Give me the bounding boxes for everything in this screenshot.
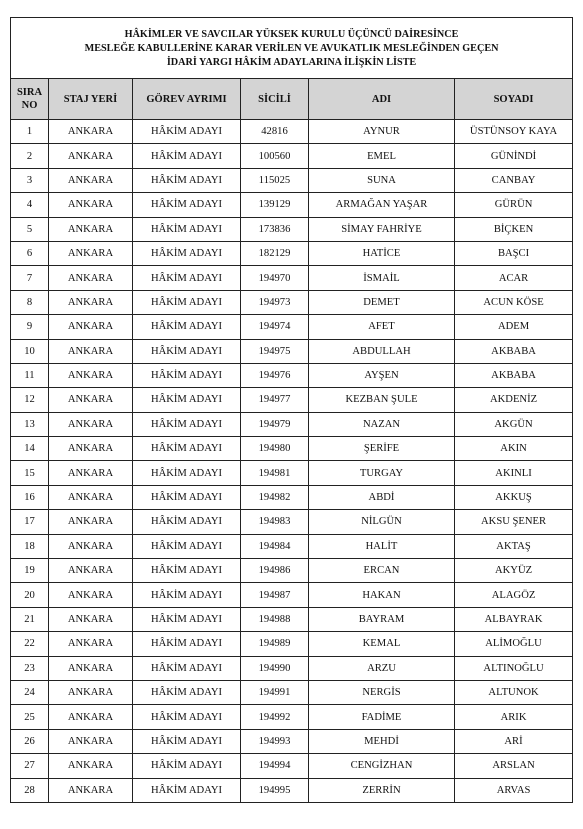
cell-sira-no: 16 (11, 485, 49, 509)
cell-sicili: 194995 (241, 778, 309, 802)
cell-gorev-ayrimi: HÂKİM ADAYI (133, 607, 241, 631)
cell-sira-no: 17 (11, 510, 49, 534)
cell-soyadi: ALTINOĞLU (455, 656, 573, 680)
cell-gorev-ayrimi: HÂKİM ADAYI (133, 144, 241, 168)
table-row (11, 144, 573, 168)
cell-sira-no: 7 (11, 266, 49, 290)
cell-adi: ŞERİFE (309, 437, 455, 461)
cell-sicili: 194989 (241, 632, 309, 656)
table-row (11, 680, 573, 704)
cell-sicili: 194981 (241, 461, 309, 485)
cell-staj-yeri: ANKARA (49, 144, 133, 168)
table-row (11, 559, 573, 583)
cell-staj-yeri: ANKARA (49, 437, 133, 461)
cell-sira-no: 3 (11, 168, 49, 192)
table-row (11, 632, 573, 656)
table-row (11, 388, 573, 412)
cell-gorev-ayrimi: HÂKİM ADAYI (133, 656, 241, 680)
cell-soyadi: ALBAYRAK (455, 607, 573, 631)
cell-adi: ERCAN (309, 559, 455, 583)
cell-sira-no: 26 (11, 729, 49, 753)
cell-gorev-ayrimi: HÂKİM ADAYI (133, 437, 241, 461)
table-row (11, 705, 573, 729)
cell-staj-yeri: ANKARA (49, 168, 133, 192)
cell-staj-yeri: ANKARA (49, 315, 133, 339)
column-header-adi: ADI (309, 79, 455, 120)
cell-staj-yeri: ANKARA (49, 266, 133, 290)
cell-sira-no: 6 (11, 241, 49, 265)
cell-staj-yeri: ANKARA (49, 120, 133, 144)
cell-soyadi: ARIK (455, 705, 573, 729)
cell-gorev-ayrimi: HÂKİM ADAYI (133, 632, 241, 656)
table-row (11, 485, 573, 509)
cell-sira-no: 9 (11, 315, 49, 339)
table-row (11, 315, 573, 339)
cell-sicili: 100560 (241, 144, 309, 168)
table-row (11, 754, 573, 778)
cell-gorev-ayrimi: HÂKİM ADAYI (133, 754, 241, 778)
cell-soyadi: ALTUNOK (455, 680, 573, 704)
cell-gorev-ayrimi: HÂKİM ADAYI (133, 583, 241, 607)
cell-adi: NAZAN (309, 412, 455, 436)
cell-sicili: 194991 (241, 680, 309, 704)
cell-sira-no: 25 (11, 705, 49, 729)
cell-soyadi: AKIN (455, 437, 573, 461)
document-sheet (10, 17, 572, 803)
cell-sira-no: 10 (11, 339, 49, 363)
cell-gorev-ayrimi: HÂKİM ADAYI (133, 193, 241, 217)
cell-sicili: 173836 (241, 217, 309, 241)
cell-soyadi: ACUN KÖSE (455, 290, 573, 314)
cell-sira-no: 28 (11, 778, 49, 802)
cell-sicili: 194973 (241, 290, 309, 314)
cell-sicili: 194970 (241, 266, 309, 290)
cell-adi: ZERRİN (309, 778, 455, 802)
cell-gorev-ayrimi: HÂKİM ADAYI (133, 241, 241, 265)
table-row (11, 510, 573, 534)
cell-adi: ARZU (309, 656, 455, 680)
cell-staj-yeri: ANKARA (49, 632, 133, 656)
table-row (11, 266, 573, 290)
table-row (11, 363, 573, 387)
cell-sicili: 194983 (241, 510, 309, 534)
cell-gorev-ayrimi: HÂKİM ADAYI (133, 778, 241, 802)
table-row (11, 656, 573, 680)
cell-staj-yeri: ANKARA (49, 339, 133, 363)
cell-staj-yeri: ANKARA (49, 363, 133, 387)
cell-staj-yeri: ANKARA (49, 461, 133, 485)
cell-soyadi: ARVAS (455, 778, 573, 802)
cell-adi: HATİCE (309, 241, 455, 265)
cell-gorev-ayrimi: HÂKİM ADAYI (133, 363, 241, 387)
cell-staj-yeri: ANKARA (49, 656, 133, 680)
table-row (11, 290, 573, 314)
table-row (11, 193, 573, 217)
cell-staj-yeri: ANKARA (49, 583, 133, 607)
column-header-gorev-ayrimi: GÖREV AYRIMI (133, 79, 241, 120)
cell-gorev-ayrimi: HÂKİM ADAYI (133, 290, 241, 314)
cell-adi: TURGAY (309, 461, 455, 485)
cell-adi: AFET (309, 315, 455, 339)
cell-adi: SİMAY FAHRİYE (309, 217, 455, 241)
cell-gorev-ayrimi: HÂKİM ADAYI (133, 217, 241, 241)
cell-sicili: 194976 (241, 363, 309, 387)
column-header-row (11, 79, 573, 120)
table-row (11, 437, 573, 461)
cell-sicili: 194988 (241, 607, 309, 631)
cell-gorev-ayrimi: HÂKİM ADAYI (133, 412, 241, 436)
cell-soyadi: ACAR (455, 266, 573, 290)
cell-gorev-ayrimi: HÂKİM ADAYI (133, 266, 241, 290)
cell-sira-no: 12 (11, 388, 49, 412)
cell-adi: NERGİS (309, 680, 455, 704)
cell-sira-no: 20 (11, 583, 49, 607)
cell-soyadi: AKSU ŞENER (455, 510, 573, 534)
cell-soyadi: BAŞCI (455, 241, 573, 265)
cell-sira-no: 21 (11, 607, 49, 631)
cell-gorev-ayrimi: HÂKİM ADAYI (133, 485, 241, 509)
cell-soyadi: CANBAY (455, 168, 573, 192)
cell-gorev-ayrimi: HÂKİM ADAYI (133, 388, 241, 412)
cell-gorev-ayrimi: HÂKİM ADAYI (133, 534, 241, 558)
cell-staj-yeri: ANKARA (49, 778, 133, 802)
cell-soyadi: AKGÜN (455, 412, 573, 436)
cell-adi: NİLGÜN (309, 510, 455, 534)
cell-sicili: 194987 (241, 583, 309, 607)
cell-sira-no: 11 (11, 363, 49, 387)
cell-staj-yeri: ANKARA (49, 607, 133, 631)
cell-sira-no: 18 (11, 534, 49, 558)
cell-soyadi: ARSLAN (455, 754, 573, 778)
table-row (11, 534, 573, 558)
cell-staj-yeri: ANKARA (49, 705, 133, 729)
cell-adi: ABDULLAH (309, 339, 455, 363)
cell-staj-yeri: ANKARA (49, 485, 133, 509)
table-row (11, 168, 573, 192)
column-header-sira-no: SIRA NO (11, 79, 49, 120)
cell-sicili: 115025 (241, 168, 309, 192)
cell-soyadi: ARİ (455, 729, 573, 753)
cell-gorev-ayrimi: HÂKİM ADAYI (133, 705, 241, 729)
cell-sira-no: 8 (11, 290, 49, 314)
cell-adi: EMEL (309, 144, 455, 168)
cell-gorev-ayrimi: HÂKİM ADAYI (133, 339, 241, 363)
title-line-1: HÂKİMLER VE SAVCILAR YÜKSEK KURULU ÜÇÜNCÜ DAİRESİNCE (124, 29, 459, 40)
cell-sicili: 139129 (241, 193, 309, 217)
cell-sicili: 194992 (241, 705, 309, 729)
cell-adi: İSMAİL (309, 266, 455, 290)
cell-staj-yeri: ANKARA (49, 193, 133, 217)
cell-soyadi: ALAGÖZ (455, 583, 573, 607)
cell-sicili: 194984 (241, 534, 309, 558)
table-row (11, 583, 573, 607)
table-row (11, 241, 573, 265)
table-row (11, 607, 573, 631)
cell-staj-yeri: ANKARA (49, 680, 133, 704)
cell-sicili: 182129 (241, 241, 309, 265)
cell-sicili: 194975 (241, 339, 309, 363)
cell-sicili: 194977 (241, 388, 309, 412)
cell-soyadi: AKKUŞ (455, 485, 573, 509)
cell-gorev-ayrimi: HÂKİM ADAYI (133, 559, 241, 583)
cell-sira-no: 27 (11, 754, 49, 778)
cell-sira-no: 24 (11, 680, 49, 704)
cell-adi: AYNUR (309, 120, 455, 144)
cell-gorev-ayrimi: HÂKİM ADAYI (133, 510, 241, 534)
cell-sira-no: 4 (11, 193, 49, 217)
cell-sira-no: 2 (11, 144, 49, 168)
column-header-staj-yeri: STAJ YERİ (49, 79, 133, 120)
cell-staj-yeri: ANKARA (49, 290, 133, 314)
cell-sira-no: 1 (11, 120, 49, 144)
cell-adi: HALİT (309, 534, 455, 558)
cell-soyadi: ÜSTÜNSOY KAYA (455, 120, 573, 144)
cell-soyadi: BİÇKEN (455, 217, 573, 241)
cell-staj-yeri: ANKARA (49, 217, 133, 241)
table-row (11, 412, 573, 436)
cell-adi: MEHDİ (309, 729, 455, 753)
cell-staj-yeri: ANKARA (49, 559, 133, 583)
cell-sicili: 194974 (241, 315, 309, 339)
cell-sira-no: 5 (11, 217, 49, 241)
cell-staj-yeri: ANKARA (49, 412, 133, 436)
cell-gorev-ayrimi: HÂKİM ADAYI (133, 680, 241, 704)
cell-sira-no: 14 (11, 437, 49, 461)
cell-soyadi: ALİMOĞLU (455, 632, 573, 656)
cell-sicili: 194990 (241, 656, 309, 680)
table-row (11, 461, 573, 485)
cell-staj-yeri: ANKARA (49, 754, 133, 778)
cell-soyadi: AKTAŞ (455, 534, 573, 558)
cell-staj-yeri: ANKARA (49, 241, 133, 265)
cell-adi: SUNA (309, 168, 455, 192)
table-body (11, 120, 573, 803)
cell-sicili: 194993 (241, 729, 309, 753)
column-header-sicili: SİCİLİ (241, 79, 309, 120)
cell-soyadi: GÜNİNDİ (455, 144, 573, 168)
cell-soyadi: GÜRÜN (455, 193, 573, 217)
cell-adi: HAKAN (309, 583, 455, 607)
cell-soyadi: AKDENİZ (455, 388, 573, 412)
cell-sicili: 194986 (241, 559, 309, 583)
cell-sicili: 194979 (241, 412, 309, 436)
cell-gorev-ayrimi: HÂKİM ADAYI (133, 461, 241, 485)
table-row (11, 120, 573, 144)
cell-sira-no: 23 (11, 656, 49, 680)
cell-gorev-ayrimi: HÂKİM ADAYI (133, 315, 241, 339)
document-title (11, 18, 573, 79)
table-row (11, 729, 573, 753)
cell-sicili: 194980 (241, 437, 309, 461)
cell-staj-yeri: ANKARA (49, 534, 133, 558)
candidate-list-table (10, 17, 573, 803)
cell-sicili: 194982 (241, 485, 309, 509)
cell-sira-no: 13 (11, 412, 49, 436)
title-line-2: MESLEĞE KABULLERİNE KARAR VERİLEN VE AVUKATLIK MESLEĞİNDEN GEÇEN (84, 43, 499, 54)
table-row (11, 217, 573, 241)
table-row (11, 778, 573, 802)
cell-gorev-ayrimi: HÂKİM ADAYI (133, 729, 241, 753)
cell-sira-no: 22 (11, 632, 49, 656)
cell-soyadi: AKYÜZ (455, 559, 573, 583)
cell-soyadi: AKBABA (455, 363, 573, 387)
cell-staj-yeri: ANKARA (49, 388, 133, 412)
title-line-3: İDARİ YARGI HÂKİM ADAYLARINA İLİŞKİN LİSTE (166, 57, 417, 68)
cell-sira-no: 15 (11, 461, 49, 485)
cell-soyadi: ADEM (455, 315, 573, 339)
cell-adi: DEMET (309, 290, 455, 314)
cell-sira-no: 19 (11, 559, 49, 583)
cell-staj-yeri: ANKARA (49, 729, 133, 753)
cell-sicili: 194994 (241, 754, 309, 778)
column-header-soyadi: SOYADI (455, 79, 573, 120)
cell-adi: KEMAL (309, 632, 455, 656)
cell-gorev-ayrimi: HÂKİM ADAYI (133, 120, 241, 144)
cell-adi: ABDİ (309, 485, 455, 509)
cell-adi: BAYRAM (309, 607, 455, 631)
cell-soyadi: AKINLI (455, 461, 573, 485)
cell-adi: FADİME (309, 705, 455, 729)
cell-sicili: 42816 (241, 120, 309, 144)
cell-adi: KEZBAN ŞULE (309, 388, 455, 412)
cell-staj-yeri: ANKARA (49, 510, 133, 534)
cell-adi: AYŞEN (309, 363, 455, 387)
cell-adi: CENGİZHAN (309, 754, 455, 778)
cell-adi: ARMAĞAN YAŞAR (309, 193, 455, 217)
table-row (11, 339, 573, 363)
cell-soyadi: AKBABA (455, 339, 573, 363)
cell-gorev-ayrimi: HÂKİM ADAYI (133, 168, 241, 192)
